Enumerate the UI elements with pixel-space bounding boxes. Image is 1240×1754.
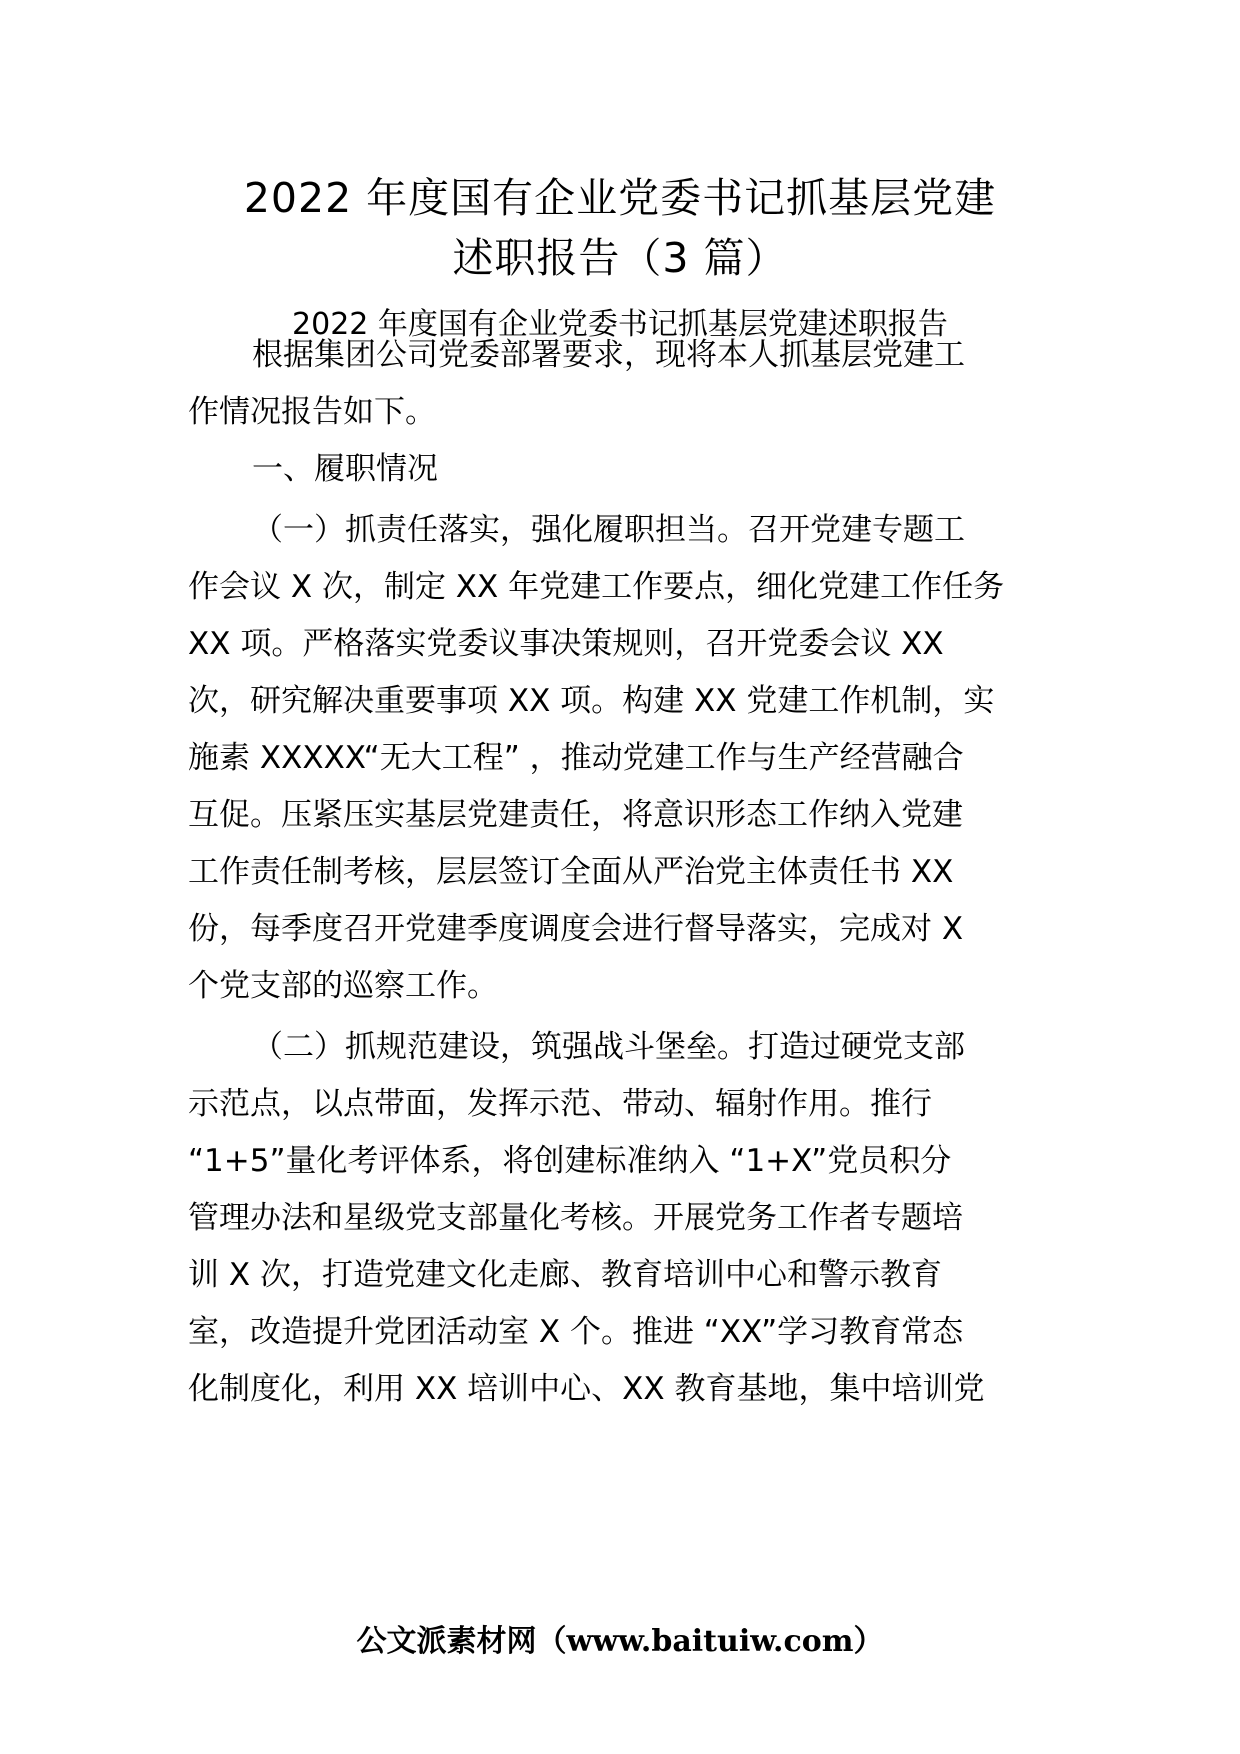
paragraph-line: 次，研究解决重要事项 XX 项。构建 XX 党建工作机制，实 — [188, 683, 995, 719]
document-subtitle: 2022 年度国有企业党委书记抓基层党建述职报告 — [292, 307, 948, 342]
paragraph-line: “1+5”量化考评体系，将创建标准纳入 “1+X”党员积分 — [188, 1143, 952, 1179]
paragraph-line: 训 X 次，打造党建文化走廊、教育培训中心和警示教育 — [188, 1257, 942, 1293]
paragraph-line: （二）抓规范建设，筑强战斗堡垒。打造过硬党支部 — [252, 1029, 965, 1065]
paragraph-line: XX 项。严格落实党委议事决策规则，召开党委会议 XX — [188, 626, 944, 662]
paragraph-line: 作情况报告如下。 — [188, 394, 436, 430]
paragraph-line: 根据集团公司党委部署要求，现将本人抓基层党建工 — [252, 337, 965, 373]
paragraph-line: 互促。压紧压实基层党建责任，将意识形态工作纳入党建 — [188, 797, 963, 833]
document-title-line-2: 述职报告（3 篇） — [452, 234, 788, 282]
section-heading: 一、履职情况 — [252, 451, 438, 487]
footer-source: 公文派素材网（www.baituiw.com） — [356, 1624, 884, 1659]
paragraph-line: 个党支部的巡察工作。 — [188, 968, 498, 1004]
paragraph-line: 作会议 X 次，制定 XX 年党建工作要点，细化党建工作任务 — [188, 569, 1005, 605]
paragraph-line: 管理办法和星级党支部量化考核。开展党务工作者专题培 — [188, 1200, 963, 1236]
document-title-line-1: 2022 年度国有企业党委书记抓基层党建 — [243, 174, 997, 222]
paragraph-line: 份，每季度召开党建季度调度会进行督导落实，完成对 X — [188, 911, 964, 947]
paragraph-line: 室，改造提升党团活动室 X 个。推进 “XX”学习教育常态 — [188, 1314, 964, 1350]
paragraph-line: 示范点，以点带面，发挥示范、带动、辐射作用。推行 — [188, 1086, 932, 1122]
paragraph-line: 化制度化，利用 XX 培训中心、XX 教育基地，集中培训党 — [188, 1371, 985, 1407]
paragraph-line: 工作责任制考核，层层签订全面从严治党主体责任书 XX — [188, 854, 954, 890]
paragraph-line: 施素 XXXXX“无大工程” ，推动党建工作与生产经营融合 — [188, 740, 964, 776]
paragraph-line: （一）抓责任落实，强化履职担当。召开党建专题工 — [252, 512, 965, 548]
